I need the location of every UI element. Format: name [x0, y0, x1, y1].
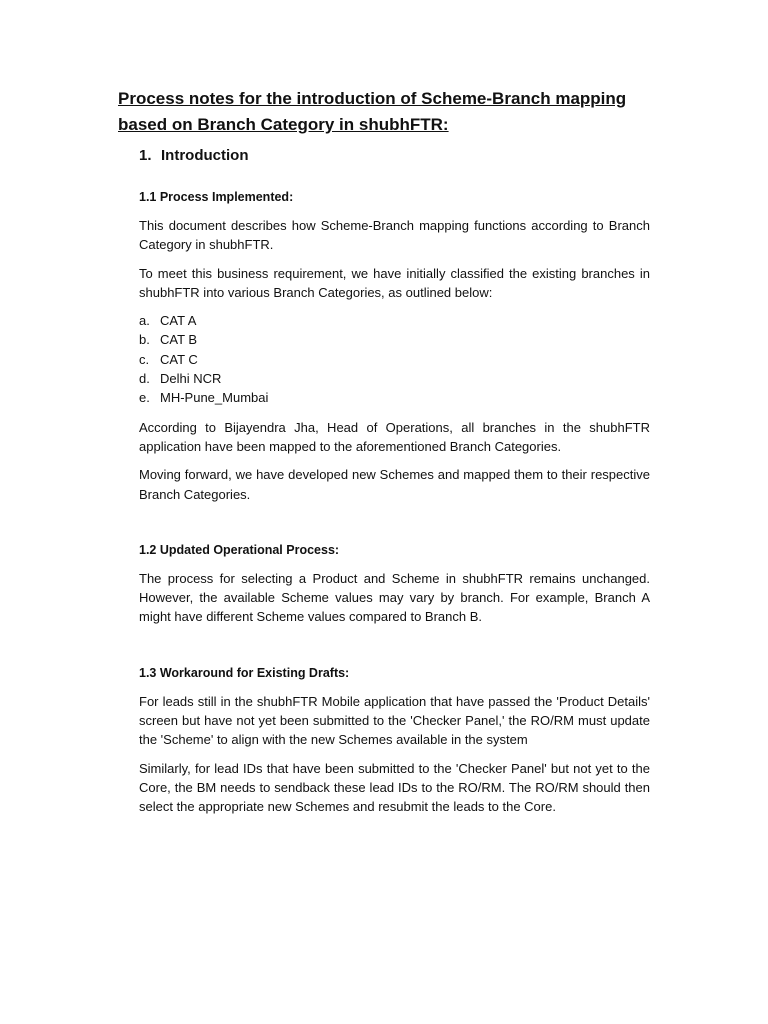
paragraph: Similarly, for lead IDs that have been submitted to the 'Checker Panel' but not yet to the Core, the BM needs to sendback these lead IDs to the RO/RM. The RO/RM should then select the appropriate new Schemes and resubmit the leads to the Core. — [139, 760, 650, 815]
subsection-process-implemented — [139, 188, 650, 504]
list-item — [139, 330, 650, 349]
section-introduction — [139, 146, 650, 817]
list-marker: d. — [139, 371, 150, 387]
document-page — [118, 86, 650, 826]
list-item-label: MH-Pune_Mumbai — [160, 390, 269, 406]
paragraph: To meet this business requirement, we have initially classified the existing branches in shubhFTR into various Branch Categories, as outlined below: — [139, 265, 650, 300]
list-item — [139, 350, 650, 369]
section-number: 1. — [139, 147, 152, 164]
branch-category-list — [139, 311, 650, 407]
section-title: Introduction — [161, 147, 249, 164]
paragraph: According to Bijayendra Jha, Head of Operations, all branches in the shubhFTR application have been mapped to the aforementioned Branch Categories. — [139, 419, 650, 454]
spacer — [139, 636, 650, 664]
paragraph: The process for selecting a Product and Scheme in shubhFTR remains unchanged. However, the available Scheme values may vary by branch. For example, Branch A might have different Scheme values compared to Branch B. — [139, 570, 650, 625]
list-item — [139, 311, 650, 330]
subsection-heading: 1.1 Process Implemented: — [139, 190, 294, 204]
subsection-updated-operational-process — [139, 541, 650, 627]
document-title: Process notes for the introduction of Scheme-Branch mapping based on Branch Category in shubhFTR: — [118, 89, 627, 134]
subsection-workaround-existing-drafts — [139, 664, 650, 817]
paragraph: This document describes how Scheme-Branch mapping functions according to Branch Category in shubhFTR. — [139, 218, 650, 253]
subsection-heading: 1.2 Updated Operational Process: — [139, 542, 340, 557]
list-item-label: CAT B — [160, 332, 198, 348]
list-marker: b. — [139, 332, 150, 348]
list-item — [139, 388, 650, 407]
subsection-heading: 1.3 Workaround for Existing Drafts: — [139, 665, 350, 680]
list-marker: a. — [139, 313, 150, 329]
spacer — [139, 513, 650, 541]
list-item-label: Delhi NCR — [160, 371, 222, 387]
paragraph: For leads still in the shubhFTR Mobile application that have passed the 'Product Details' screen but have not yet been submitted to the 'Checker Panel,' the RO/RM must update the 'Scheme' to align with the new Schemes available in the system — [139, 693, 650, 748]
list-marker: c. — [139, 351, 150, 367]
list-item-label: CAT A — [160, 313, 197, 329]
list-item — [139, 369, 650, 388]
list-item-label: CAT C — [160, 351, 198, 367]
paragraph: Moving forward, we have developed new Schemes and mapped them to their respective Branch Categories. — [139, 467, 650, 502]
list-marker: e. — [139, 390, 150, 406]
section-heading — [139, 146, 650, 166]
